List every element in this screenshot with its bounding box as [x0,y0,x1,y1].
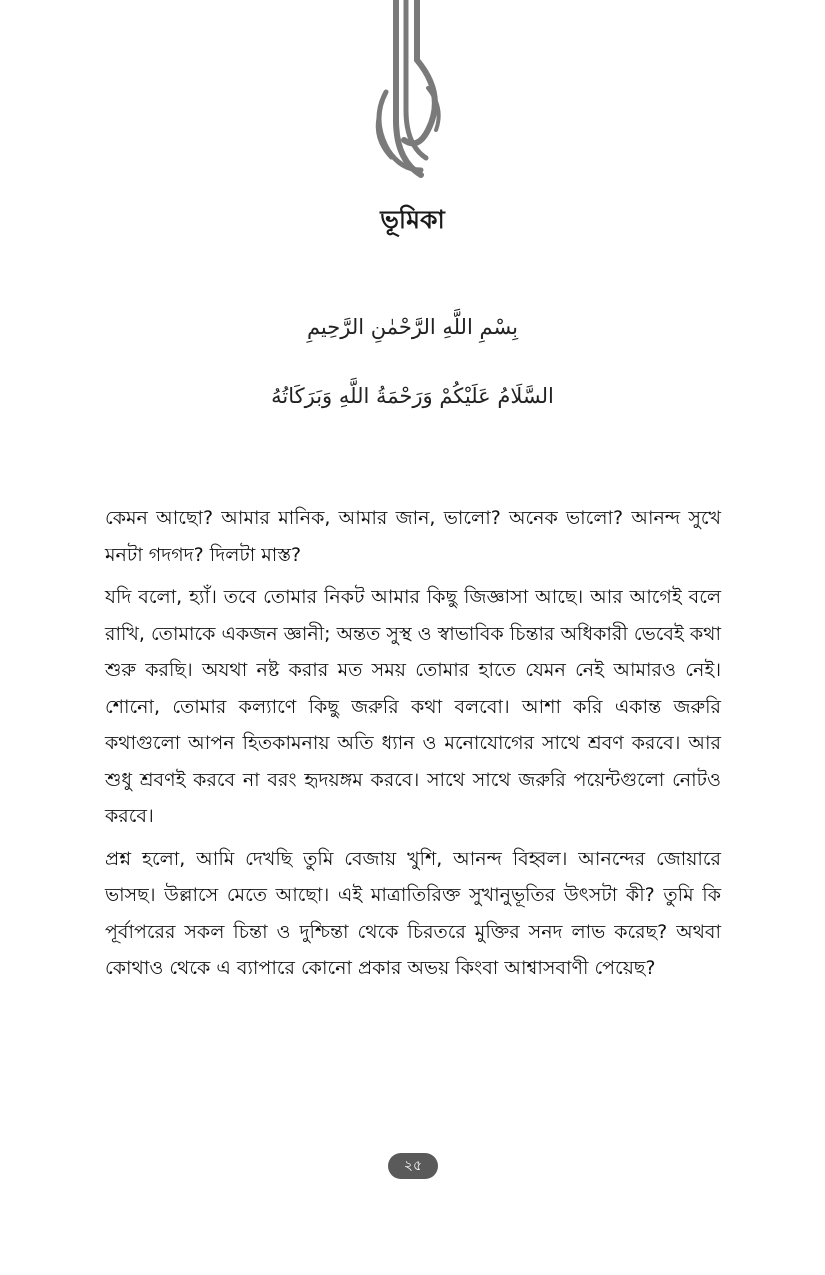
bismillah-text: بِسْمِ اللَّهِ الرَّحْمٰنِ الرَّحِيمِ [306,315,519,339]
body-text [105,500,721,993]
page-title: ভূমিকা [380,205,445,234]
page-number-badge: ২৫ [388,1153,438,1179]
paragraph-2: যদি বলো, হ্যাঁ। তবে তোমার নিকট আমার কিছু জিজ্ঞাসা আছে। আর আগেই বলে রাখি, তোমাকে একজন জ্ঞানী; অন্তত সুস্থ ও স্বাভাবিক চিন্তার অধিকারী ভেবেই কথা শুরু করছি। অযথা নষ্ট করার মত সময় তোমার হাতে যেমন নেই আমারও নেই। শোনো, তোমার কল্যাণে কিছু জরুরি কথা বলবো। আশা করি একান্ত জরুরি কথাগুলো আপন হিতকামনায় অতি ধ্যান ও মনোযোগের সাথে শ্রবণ করবে। আর শুধু শ্রবণই করবে না বরং হৃদয়ঙ্গম করবে। সাথে সাথে জরুরি পয়েন্টগুলো নোটও করবে। [105,586,721,827]
paragraph-1: কেমন আছো? আমার মানিক, আমার জান, ভালো? অনেক ভালো? আনন্দ সুখে মনটা গদগদ? দিলটা মাস্ত? [105,507,721,566]
paragraph-3: প্রশ্ন হলো, আমি দেখছি তুমি বেজায় খুশি, আনন্দ বিহ্বল। আনন্দের জোয়ারে ভাসছ। উল্লাসে মেতে আছো। এই মাত্রাতিরিক্ত সুখানুভূতির উৎসটা কী? তুমি কি পূর্বাপরের সকল চিন্তা ও দুশ্চিন্তা থেকে চিরতরে মুক্তির সনদ লাভ করেছ? অথবা কোথাও থেকে এ ব্যাপারে কোনো প্রকার অভয় কিংবা আশ্বাসবাণী পেয়েছ? [105,847,721,979]
salam-text: السَّلَامُ عَلَيْكُمْ وَرَحْمَةُ اللَّهِ وَبَرَكَاتُهُ [271,384,554,408]
calligraphy-ornament-icon [366,0,456,185]
